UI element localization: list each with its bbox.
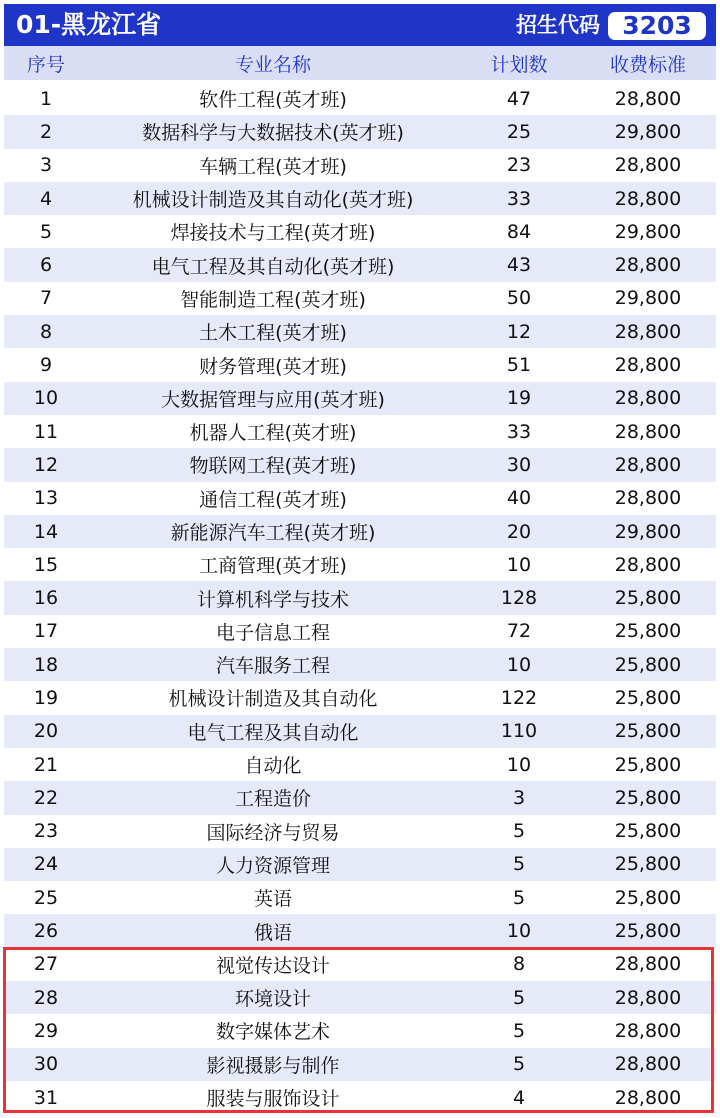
table-row xyxy=(4,948,716,981)
table-row xyxy=(4,382,716,415)
cell-major: 服装与服饰设计 xyxy=(206,1088,340,1111)
cell-index: 30 xyxy=(33,1053,59,1076)
table-row xyxy=(4,748,716,781)
column-header-major: 专业名称 xyxy=(234,53,311,76)
cell-fee: 28,800 xyxy=(614,387,682,410)
table-row xyxy=(4,715,716,748)
cell-major: 大数据管理与应用(英才班) xyxy=(161,388,385,411)
cell-index: 23 xyxy=(33,820,59,843)
cell-fee: 28,800 xyxy=(614,420,682,443)
table-row xyxy=(4,881,716,914)
cell-plan: 43 xyxy=(506,254,532,277)
cell-fee: 28,800 xyxy=(614,1053,682,1076)
cell-major: 汽车服务工程 xyxy=(215,655,330,678)
cell-plan: 84 xyxy=(506,220,532,243)
cell-fee: 25,800 xyxy=(614,853,682,876)
cell-fee: 25,800 xyxy=(614,720,682,743)
cell-index: 31 xyxy=(33,1086,59,1109)
cell-fee: 25,800 xyxy=(614,620,682,643)
cell-index: 27 xyxy=(33,953,59,976)
cell-plan: 33 xyxy=(506,187,532,210)
cell-index: 24 xyxy=(33,853,59,876)
table-row xyxy=(4,1048,716,1081)
cell-index: 3 xyxy=(39,154,53,177)
cell-index: 6 xyxy=(39,254,53,277)
cell-index: 12 xyxy=(33,453,59,476)
cell-plan: 33 xyxy=(506,420,532,443)
cell-fee: 29,800 xyxy=(614,287,682,310)
cell-index: 29 xyxy=(33,1019,59,1042)
cell-major: 环境设计 xyxy=(234,988,311,1011)
cell-plan: 122 xyxy=(500,686,538,709)
cell-fee: 25,800 xyxy=(614,753,682,776)
cell-major: 计算机科学与技术 xyxy=(196,588,349,611)
table-row xyxy=(4,82,716,115)
cell-plan: 110 xyxy=(500,720,538,743)
cell-plan: 25 xyxy=(506,120,532,143)
cell-fee: 29,800 xyxy=(614,120,682,143)
cell-index: 20 xyxy=(33,720,59,743)
cell-major: 电气工程及其自动化 xyxy=(187,721,359,744)
cell-major: 工程造价 xyxy=(234,788,311,811)
table-header xyxy=(4,46,716,80)
cell-major: 车辆工程(英才班) xyxy=(199,155,347,178)
table-row xyxy=(4,415,716,448)
table-row xyxy=(4,615,716,648)
cell-plan: 10 xyxy=(506,653,532,676)
cell-major: 自动化 xyxy=(244,755,302,778)
table-row xyxy=(4,348,716,381)
table-row xyxy=(4,1081,716,1114)
table-row xyxy=(4,914,716,947)
table-row xyxy=(4,149,716,182)
table-row xyxy=(4,215,716,248)
cell-plan: 47 xyxy=(506,87,532,110)
cell-index: 16 xyxy=(33,587,59,610)
cell-index: 7 xyxy=(39,287,53,310)
cell-fee: 28,800 xyxy=(614,1086,682,1109)
table-row xyxy=(4,1014,716,1047)
cell-major: 英语 xyxy=(253,888,292,911)
cell-fee: 28,800 xyxy=(614,187,682,210)
column-header-index: 序号 xyxy=(26,53,65,76)
cell-major: 俄语 xyxy=(253,921,292,944)
cell-index: 2 xyxy=(39,120,53,143)
table-row xyxy=(4,182,716,215)
cell-plan: 5 xyxy=(512,853,526,876)
cell-index: 15 xyxy=(33,553,59,576)
cell-major: 物联网工程(英才班) xyxy=(189,455,357,478)
table-row xyxy=(4,282,716,315)
cell-index: 19 xyxy=(33,686,59,709)
cell-major: 人力资源管理 xyxy=(215,854,330,877)
table-body xyxy=(4,82,716,1114)
cell-index: 13 xyxy=(33,487,59,510)
table-row xyxy=(4,548,716,581)
cell-major: 通信工程(英才班) xyxy=(199,488,347,511)
table-row xyxy=(4,482,716,515)
table-row xyxy=(4,515,716,548)
table-row xyxy=(4,315,716,348)
cell-fee: 25,800 xyxy=(614,786,682,809)
cell-index: 11 xyxy=(33,420,59,443)
cell-plan: 4 xyxy=(512,1086,526,1109)
cell-fee: 28,800 xyxy=(614,87,682,110)
cell-index: 9 xyxy=(39,354,53,377)
cell-plan: 50 xyxy=(506,287,532,310)
cell-fee: 28,800 xyxy=(614,986,682,1009)
cell-major: 数据科学与大数据技术(英才班) xyxy=(142,122,404,145)
cell-plan: 51 xyxy=(506,354,532,377)
cell-fee: 28,800 xyxy=(614,553,682,576)
column-header-fee: 收费标准 xyxy=(609,53,686,76)
table-row xyxy=(4,248,716,281)
cell-plan: 20 xyxy=(506,520,532,543)
enrollment-code-badge: 3203 xyxy=(608,12,706,40)
cell-plan: 3 xyxy=(512,786,526,809)
cell-major: 工商管理(英才班) xyxy=(199,555,347,578)
table-row xyxy=(4,681,716,714)
table-row xyxy=(4,981,716,1014)
cell-fee: 25,800 xyxy=(614,587,682,610)
table-row xyxy=(4,115,716,148)
cell-plan: 10 xyxy=(506,553,532,576)
cell-major: 智能制造工程(英才班) xyxy=(180,288,366,311)
cell-plan: 5 xyxy=(512,1019,526,1042)
cell-fee: 28,800 xyxy=(614,254,682,277)
cell-plan: 12 xyxy=(506,320,532,343)
title-bar xyxy=(4,4,716,46)
cell-fee: 28,800 xyxy=(614,1019,682,1042)
cell-major: 机械设计制造及其自动化(英才班) xyxy=(132,189,414,212)
cell-major: 土木工程(英才班) xyxy=(199,322,347,345)
cell-major: 机械设计制造及其自动化 xyxy=(168,688,378,711)
cell-index: 5 xyxy=(39,220,53,243)
cell-major: 焊接技术与工程(英才班) xyxy=(170,222,376,245)
province-title: 01-黑龙江省 xyxy=(16,10,162,39)
cell-plan: 19 xyxy=(506,387,532,410)
cell-major: 机器人工程(英才班) xyxy=(189,422,357,445)
cell-index: 4 xyxy=(39,187,53,210)
cell-index: 18 xyxy=(33,653,59,676)
cell-major: 视觉传达设计 xyxy=(215,954,330,977)
cell-fee: 25,800 xyxy=(614,686,682,709)
cell-plan: 10 xyxy=(506,753,532,776)
cell-index: 21 xyxy=(33,753,59,776)
cell-plan: 5 xyxy=(512,886,526,909)
table-row xyxy=(4,648,716,681)
table-row xyxy=(4,848,716,881)
table-row xyxy=(4,448,716,481)
enrollment-code-label: 招生代码 xyxy=(516,13,600,37)
cell-fee: 28,800 xyxy=(614,953,682,976)
cell-fee: 28,800 xyxy=(614,320,682,343)
cell-index: 28 xyxy=(33,986,59,1009)
cell-plan: 72 xyxy=(506,620,532,643)
cell-plan: 30 xyxy=(506,453,532,476)
cell-index: 14 xyxy=(33,520,59,543)
cell-index: 10 xyxy=(33,387,59,410)
cell-fee: 28,800 xyxy=(614,487,682,510)
cell-index: 22 xyxy=(33,786,59,809)
cell-fee: 28,800 xyxy=(614,453,682,476)
cell-index: 25 xyxy=(33,886,59,909)
cell-major: 财务管理(英才班) xyxy=(199,355,347,378)
table-row xyxy=(4,581,716,614)
cell-fee: 28,800 xyxy=(614,154,682,177)
cell-plan: 5 xyxy=(512,820,526,843)
cell-major: 数字媒体艺术 xyxy=(215,1021,330,1044)
column-header-plan: 计划数 xyxy=(490,53,548,76)
table-row xyxy=(4,815,716,848)
cell-fee: 29,800 xyxy=(614,520,682,543)
cell-major: 影视摄影与制作 xyxy=(206,1054,340,1077)
cell-major: 新能源汽车工程(英才班) xyxy=(170,522,376,544)
cell-fee: 25,800 xyxy=(614,886,682,909)
cell-plan: 5 xyxy=(512,986,526,1009)
cell-plan: 23 xyxy=(506,154,532,177)
cell-index: 26 xyxy=(33,920,59,943)
cell-plan: 40 xyxy=(506,487,532,510)
cell-major: 软件工程(英才班) xyxy=(199,89,347,112)
cell-index: 8 xyxy=(39,320,53,343)
cell-fee: 25,800 xyxy=(614,653,682,676)
cell-major: 国际经济与贸易 xyxy=(206,821,340,844)
cell-index: 1 xyxy=(39,87,53,110)
cell-index: 17 xyxy=(33,620,59,643)
cell-major: 电气工程及其自动化(英才班) xyxy=(151,255,395,278)
cell-fee: 25,800 xyxy=(614,820,682,843)
cell-plan: 5 xyxy=(512,1053,526,1076)
table-row xyxy=(4,781,716,814)
cell-plan: 10 xyxy=(506,920,532,943)
cell-plan: 8 xyxy=(512,953,526,976)
cell-fee: 28,800 xyxy=(614,354,682,377)
cell-plan: 128 xyxy=(500,587,538,610)
cell-major: 电子信息工程 xyxy=(215,621,330,644)
cell-fee: 25,800 xyxy=(614,920,682,943)
cell-fee: 29,800 xyxy=(614,220,682,243)
